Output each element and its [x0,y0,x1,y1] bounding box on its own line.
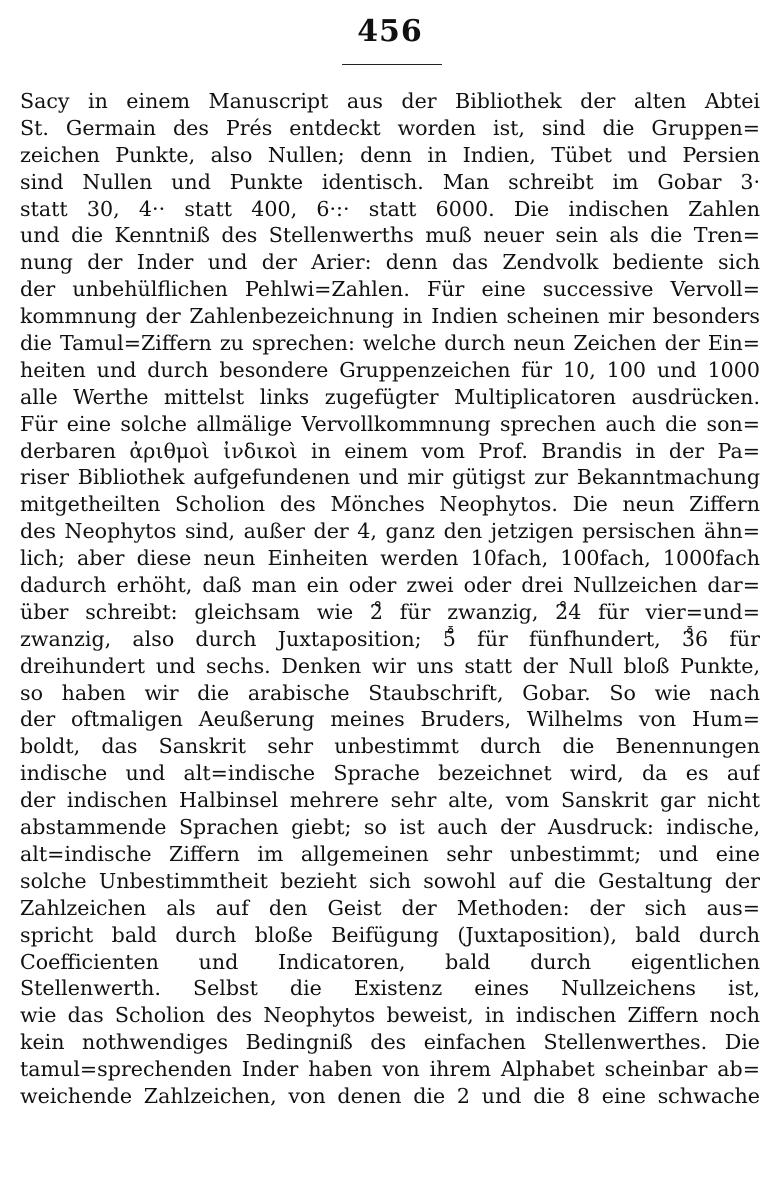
text-line: solche Unbestimmtheit bezieht sich sowohl auf die Gestaltung der [20,868,760,893]
body-text [20,88,760,1110]
text-line: riser Bibliothek aufgefundenen und mir gütigst zur Bekanntmachung [20,465,760,490]
text-line: zeichen Punkte, also Nullen; denn in Indien, Tübet und Persien [20,142,760,167]
text-line: kommnung der Zahlenbezeichnung in Indien scheinen mir besonders [20,304,760,329]
text-line: alle Werthe mittelst links zugefügter Multiplicatoren ausdrücken. [20,384,760,409]
text-line: Zahlzeichen als auf den Geist der Methoden: der sich aus= [20,895,760,920]
text-line: abstammende Sprachen giebt; so ist auch der Ausdruck: indische, [20,815,760,840]
text-line: die Tamul=Ziffern zu sprechen: welche durch neun Zeichen der Ein= [20,331,760,356]
text-line: tamul=sprechenden Inder haben von ihrem Alphabet scheinbar ab= [20,1057,760,1082]
page-number: 456 [357,14,423,49]
text-line: des Neophytos sind, außer der 4, ganz den jetzigen persischen ähn= [20,519,760,544]
text-line: Stellenwerth. Selbst die Existenz eines Nullzeichens ist, [20,976,760,1001]
text-line: alt=indische Ziffern im allgemeinen sehr unbestimmt; und eine [20,841,760,866]
text-line: Sacy in einem Manuscript aus der Bibliothek der alten Abtei [20,89,760,113]
text-line: indische und alt=indische Sprache bezeichnet wird, da es auf [20,761,760,786]
text-line: so haben wir die arabische Staubschrift, Gobar. So wie nach [20,680,760,705]
text-line: mitgetheilten Scholion des Mönches Neophytos. Die neun Ziffern [20,492,760,517]
text-line: sind Nullen und Punkte identisch. Man schreibt im Gobar 3· [20,169,760,194]
text-line: spricht bald durch bloße Beifügung (Juxtaposition), bald durch [20,922,760,947]
text-line: der indischen Halbinsel mehrere sehr alte, vom Sanskrit gar nicht [20,788,760,813]
text-line: der unbehülflichen Pehlwi=Zahlen. Für eine successive Vervoll= [20,277,760,302]
text-line: lich; aber diese neun Einheiten werden 10fach, 100fach, 1000fach [20,546,760,571]
text-line: statt 30, 4·· statt 400, 6·:· statt 6000. Die indischen Zahlen [20,196,760,221]
header-rule [342,64,442,65]
text-line: der oftmaligen Aeußerung meines Bruders, Wilhelms von Hum= [20,707,760,732]
text-line: zwanzig, also durch Juxtaposition; 5̊̊ für fünfhundert, 3̊̊6 für [20,626,760,651]
text-line: derbaren ἀριθμοὶ ἰνδικοὶ in einem vom Prof. Brandis in der Pa= [20,438,760,463]
text-line: und die Kenntniß des Stellenwerths muß neuer sein als die Tren= [20,223,760,248]
text-line: kein nothwendiges Bedingniß des einfachen Stellenwerthes. Die [20,1030,760,1055]
text-line: Für eine solche allmälige Vervollkommnung sprechen auch die son= [20,411,760,436]
text-line: boldt, das Sanskrit sehr unbestimmt durch die Benennungen [20,734,760,759]
text-line: weichende Zahlzeichen, von denen die 2 und die 8 eine schwache [20,1083,760,1108]
text-line: dreihundert und sechs. Denken wir uns statt der Null bloß Punkte, [20,653,760,678]
text-line: wie das Scholion des Neophytos beweist, in indischen Ziffern noch [20,1003,760,1028]
text-line: über schreibt: gleichsam wie 2̊ für zwanzig, 2̊4 für vier=und= [20,599,760,624]
text-line: nung der Inder und der Arier: denn das Zendvolk bediente sich [20,250,760,275]
text-line: heiten und durch besondere Gruppenzeichen für 10, 100 und 1000 [20,357,760,382]
text-line: Coefficienten und Indicatoren, bald durch eigentlichen [20,949,760,974]
text-line: dadurch erhöht, daß man ein oder zwei oder drei Nullzeichen dar= [20,573,760,598]
text-line: St. Germain des Prés entdeckt worden ist, sind die Gruppen= [20,115,760,140]
